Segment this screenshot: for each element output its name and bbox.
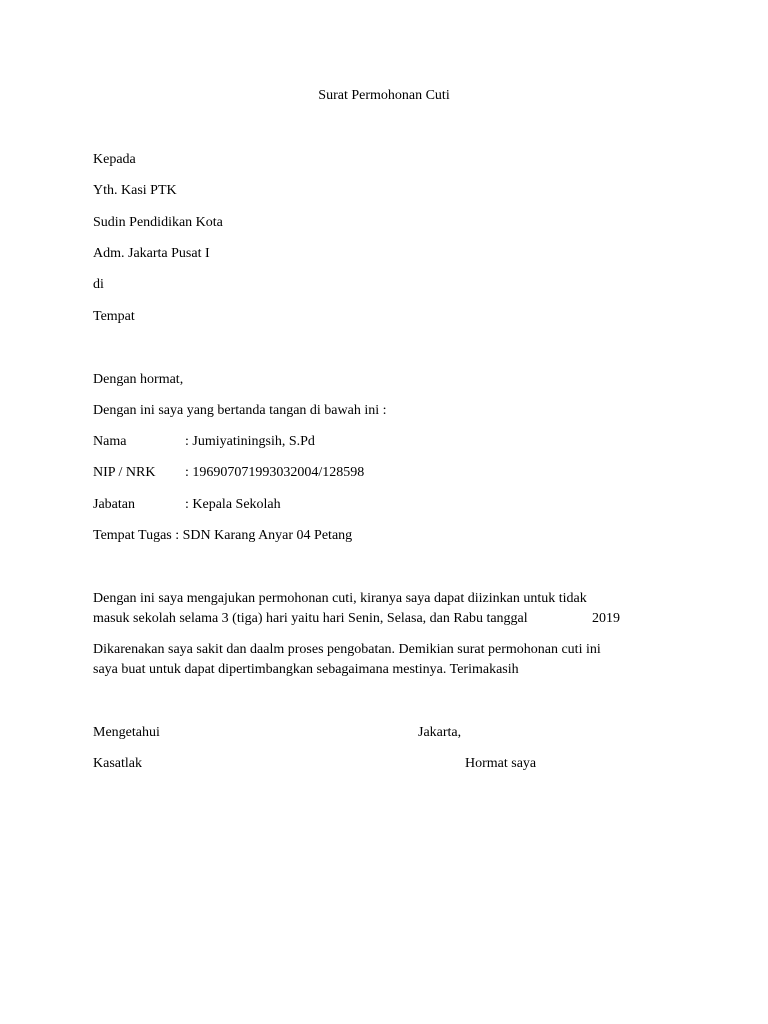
identity-workplace-label: Tempat Tugas xyxy=(93,528,172,543)
request-line-1: Dengan ini saya mengajukan permohonan cuti, kiranya saya dapat diizinkan untuk tidak xyxy=(93,591,587,606)
recipient-addressee: Yth. Kasi PTK xyxy=(93,183,177,198)
recipient-region: Adm. Jakarta Pusat I xyxy=(93,246,210,261)
signature-acknowledged: Mengetahui xyxy=(93,725,160,740)
identity-workplace-value: : SDN Karang Anyar 04 Petang xyxy=(175,528,353,543)
identity-name-row xyxy=(93,435,126,449)
signature-city: Jakarta, xyxy=(418,725,462,740)
identity-name-value: : Jumiyatiningsih, S.Pd xyxy=(185,434,315,449)
recipient-place: Tempat xyxy=(93,309,135,324)
identity-nip-value: : 196907071993032004/128598 xyxy=(185,465,365,480)
recipient-office: Sudin Pendidikan Kota xyxy=(93,215,223,230)
recipient-to: Kepada xyxy=(93,152,136,167)
signature-left-title: Kasatlak xyxy=(93,756,142,771)
signature-right-title: Hormat saya xyxy=(465,756,537,771)
request-line-2: masuk sekolah selama 3 (tiga) hari yaitu hari Senin, Selasa, dan Rabu tanggal xyxy=(93,611,528,626)
letter-title: Surat Permohonan Cuti xyxy=(318,88,450,103)
greeting: Dengan hormat, xyxy=(93,372,184,387)
request-year: 2019 xyxy=(592,611,620,626)
identity-position-label: Jabatan xyxy=(93,497,135,512)
reason-line-1: Dikarenakan saya sakit dan daalm proses pengobatan. Demikian surat permohonan cuti ini xyxy=(93,642,601,657)
identity-name-label: Nama xyxy=(93,434,127,449)
identity-position-value: : Kepala Sekolah xyxy=(185,497,281,512)
recipient-di: di xyxy=(93,277,104,292)
identity-workplace-row xyxy=(93,529,352,543)
identity-nip-label: NIP / NRK xyxy=(93,465,156,480)
intro-text: Dengan ini saya yang bertanda tangan di bawah ini : xyxy=(93,403,387,418)
reason-line-2: saya buat untuk dapat dipertimbangkan sebagaimana mestinya. Terimakasih xyxy=(93,662,519,677)
